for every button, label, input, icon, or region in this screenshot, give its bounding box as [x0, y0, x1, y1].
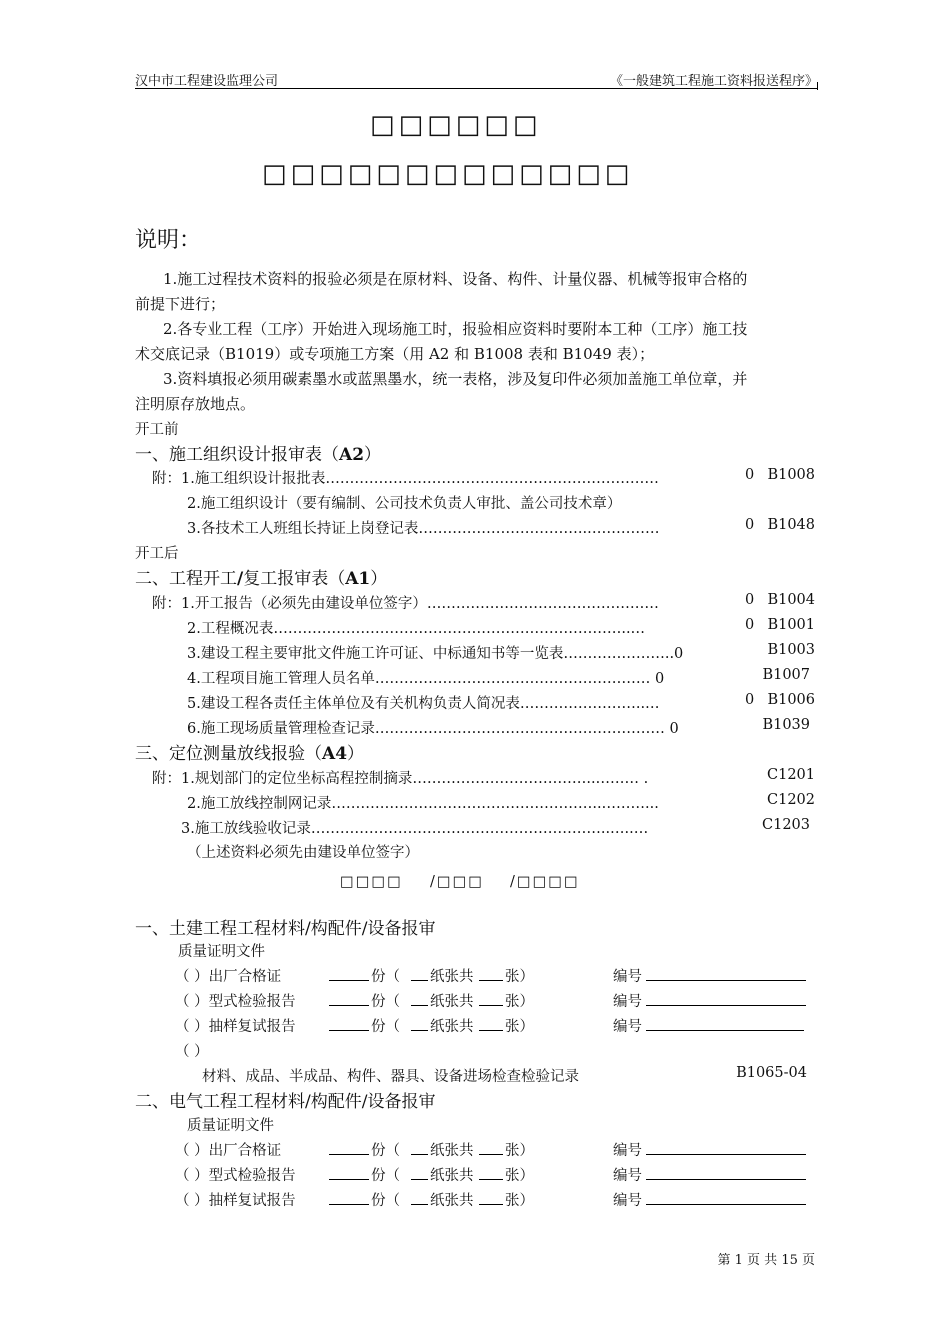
p1-row-2-zhi: 纸张共 — [430, 994, 474, 1010]
section-3-code: A4 — [322, 744, 348, 764]
p1-row-3-label: （ ）抽样复试报告 — [175, 1019, 296, 1035]
p2-row-1-pages-field[interactable] — [479, 1140, 503, 1155]
p2-row-3-zhi: 纸张共 — [430, 1193, 474, 1209]
part-1-title: 一、土建工程工程材料/构配件/设备报审 — [135, 919, 436, 939]
section-3-title-text: 三、定位测量放线报验（ — [135, 744, 322, 764]
part-2-subtitle: 质量证明文件 — [187, 1118, 274, 1134]
p2-row-1-bianhao: 编号 — [613, 1143, 642, 1159]
section-2-item-2: 2.工程概况表………………………………………………………………..… — [187, 621, 646, 637]
p2-row-3-fen: 份（ — [371, 1193, 400, 1209]
page-footer: 第 1 页 共 15 页 — [717, 1253, 815, 1268]
section-2-item-2-num: 0 — [745, 617, 755, 633]
section-3-item-1: 附：1.规划部门的定位坐标高程控制摘录………………………………..……… . — [152, 771, 649, 787]
header-rule — [135, 88, 818, 89]
section-2-item-3-code: B1003 — [767, 642, 815, 658]
p1-row-3-zhi: 纸张共 — [430, 1019, 474, 1035]
p1-row-2-bianhao: 编号 — [613, 994, 642, 1010]
section-2-title-text-b: 复工报审表（ — [243, 569, 346, 589]
p1-row-1-zhi: 纸张共 — [430, 969, 474, 985]
section-1-item-1-num: 0 — [745, 467, 755, 483]
p2-row-3-number-field[interactable] — [646, 1190, 806, 1205]
part-2-title: 二、电气工程工程材料/构配件/设备报审 — [135, 1092, 436, 1112]
section-2-item-5-code: B1006 — [767, 692, 815, 708]
p2-row-1-zhang: 张） — [505, 1143, 534, 1159]
section-2-item-5-num: 0 — [745, 692, 755, 708]
before-start-label: 开工前 — [135, 422, 179, 438]
p2-row-1-copies-field[interactable] — [329, 1140, 369, 1155]
p1-row-3-fen: 份（ — [371, 1019, 400, 1035]
mid-title-a: □□□□ — [340, 874, 403, 890]
section-2-title — [135, 564, 387, 589]
after-start-label: 开工后 — [135, 546, 179, 562]
p1-row-2-fen: 份（ — [371, 994, 400, 1010]
section-2-close: ） — [370, 569, 388, 589]
p1-row-3-copies-field[interactable] — [329, 1016, 369, 1031]
section-3-title — [135, 739, 364, 764]
p1-row-1-number-field[interactable] — [646, 966, 806, 981]
p1-row-1-zhang: 张） — [505, 969, 534, 985]
p2-row-3-copies-field[interactable] — [329, 1190, 369, 1205]
section-2-item-2-code: B1001 — [767, 617, 815, 633]
header-rule-tick — [817, 82, 818, 90]
p2-row-3-label: （ ）抽样复试报告 — [175, 1193, 296, 1209]
p2-row-3-bianhao: 编号 — [613, 1193, 642, 1209]
p1-row-3-sheets-field[interactable] — [411, 1016, 428, 1031]
section-2-item-4: 4.工程项目施工管理人员名单………………………………………………… 0 — [187, 671, 665, 687]
p2-row-2-fen: 份（ — [371, 1168, 400, 1184]
p1-row-2-copies-field[interactable] — [329, 991, 369, 1006]
section-2-slash: / — [237, 569, 244, 589]
p2-row-3-sheets-field[interactable] — [411, 1190, 428, 1205]
note-3b: 注明原存放地点。 — [135, 395, 256, 413]
section-2-item-6: 6.施工现场质量管理检查记录…………………………………………………… 0 — [187, 721, 679, 737]
p1-row-1-fen: 份（ — [371, 969, 400, 985]
intro-label: 说明： — [135, 228, 202, 253]
p1-row-2-number-field[interactable] — [646, 991, 806, 1006]
p2-row-2-number-field[interactable] — [646, 1165, 806, 1180]
doc-title-2: □□□□□□□□□□□□□ — [262, 159, 634, 189]
part-1-subtitle: 质量证明文件 — [178, 944, 265, 960]
section-2-title-text: 二、工程开工 — [135, 569, 237, 589]
section-1-item-3: 3.各技术工人班组长持证上岗登记表……………………………..…………… — [187, 521, 660, 537]
section-2-item-1: 附：1.开工报告（必须先由建设单位签字）………………………………………… — [152, 596, 659, 612]
section-2-item-1-num: 0 — [745, 592, 755, 608]
p2-row-1-sheets-field[interactable] — [411, 1140, 428, 1155]
section-1-title — [135, 440, 381, 465]
p2-row-1-label: （ ）出厂合格证 — [175, 1143, 282, 1159]
material-record-text: 材料、成品、半成品、构件、器具、设备进场检查检验记录 — [202, 1069, 579, 1085]
p1-row-2-zhang: 张） — [505, 994, 534, 1010]
section-2-item-4-code: B1007 — [762, 667, 810, 683]
header-doc-title: 《一般建筑工程施工资料报送程序》 — [609, 74, 818, 89]
p1-row-2-pages-field[interactable] — [479, 991, 503, 1006]
section-1-close: ） — [364, 445, 382, 465]
p1-row-2-label: （ ）型式检验报告 — [175, 994, 296, 1010]
material-record-code: B1065-04 — [736, 1065, 807, 1081]
section-1-title-text: 一、施工组织设计报审表（ — [135, 445, 339, 465]
p1-row-3-bianhao: 编号 — [613, 1019, 642, 1035]
note-1a: 1.施工过程技术资料的报验必须是在原材料、设备、构件、计量仪器、机械等报审合格的 — [163, 270, 748, 288]
p2-row-1-zhi: 纸张共 — [430, 1143, 474, 1159]
p1-row-1-pages-field[interactable] — [479, 966, 503, 981]
p2-row-3-zhang: 张） — [505, 1193, 534, 1209]
section-3-note: （上述资料必须先由建设单位签字） — [187, 845, 419, 861]
p1-row-2-sheets-field[interactable] — [411, 991, 428, 1006]
note-1b: 前提下进行； — [135, 295, 226, 313]
p2-row-2-sheets-field[interactable] — [411, 1165, 428, 1180]
section-3-item-2-code: C1202 — [767, 792, 815, 808]
p2-row-2-pages-field[interactable] — [479, 1165, 503, 1180]
section-1-item-3-code: B1048 — [767, 517, 815, 533]
section-2-item-6-code: B1039 — [762, 717, 810, 733]
empty-check-row: （ ） — [175, 1044, 209, 1060]
section-1-item-3-num: 0 — [745, 517, 755, 533]
section-1-code: A2 — [339, 445, 365, 465]
p1-row-1-sheets-field[interactable] — [411, 966, 428, 981]
section-1-item-1: 附：1.施工组织设计报批表…………………………………………………………… — [152, 471, 659, 487]
p1-row-3-number-field[interactable] — [646, 1016, 804, 1031]
note-2a: 2.各专业工程（工序）开始进入现场施工时，报验相应资料时要附本工种（工序）施工技 — [163, 320, 748, 338]
p2-row-3-pages-field[interactable] — [479, 1190, 503, 1205]
section-1-item-1-code: B1008 — [767, 467, 815, 483]
section-2-item-1-code: B1004 — [767, 592, 815, 608]
p2-row-2-zhi: 纸张共 — [430, 1168, 474, 1184]
doc-title-1: □□□□□□ — [370, 110, 542, 140]
p2-row-2-copies-field[interactable] — [329, 1165, 369, 1180]
section-3-item-2: 2.施工放线控制网记录………………………………………………..………... — [187, 796, 659, 812]
p2-row-1-number-field[interactable] — [646, 1140, 806, 1155]
section-3-item-1-code: C1201 — [767, 767, 815, 783]
p1-row-3-pages-field[interactable] — [479, 1016, 503, 1031]
section-2-item-3: 3.建设工程主要审批文件施工许可证、中标通知书等一览表…………………..0 — [187, 646, 684, 662]
p2-row-2-zhang: 张） — [505, 1168, 534, 1184]
p1-row-1-bianhao: 编号 — [613, 969, 642, 985]
p1-row-1-copies-field[interactable] — [329, 966, 369, 981]
section-3-item-3-code: C1203 — [762, 817, 810, 833]
p2-row-2-label: （ ）型式检验报告 — [175, 1168, 296, 1184]
p1-row-1-label: （ ）出厂合格证 — [175, 969, 282, 985]
section-3-item-3: 3.施工放线验收记录……………………………………………………..…..… — [181, 821, 649, 837]
note-3a: 3.资料填报必须用碳素墨水或蓝黑墨水，统一表格，涉及复印件必须加盖施工单位章，并 — [163, 370, 748, 388]
section-1-item-2: 2.施工组织设计（要有编制、公司技术负责人审批、盖公司技术章） — [187, 496, 622, 512]
mid-title-c: /□□□□ — [510, 874, 580, 890]
mid-title-b: /□□□ — [430, 874, 484, 890]
header-company: 汉中市工程建设监理公司 — [135, 74, 279, 89]
p2-row-1-fen: 份（ — [371, 1143, 400, 1159]
note-2b: 术交底记录（B1019）或专项施工方案（用 A2 和 B1008 表和 B1049 表）； — [135, 345, 655, 363]
section-3-close: ） — [347, 744, 365, 764]
section-2-code: A1 — [345, 569, 371, 589]
section-2-item-5: 5.建设工程各责任主体单位及有关机构负责人简况表……………………..… — [187, 696, 660, 712]
p2-row-2-bianhao: 编号 — [613, 1168, 642, 1184]
p1-row-3-zhang: 张） — [505, 1019, 534, 1035]
